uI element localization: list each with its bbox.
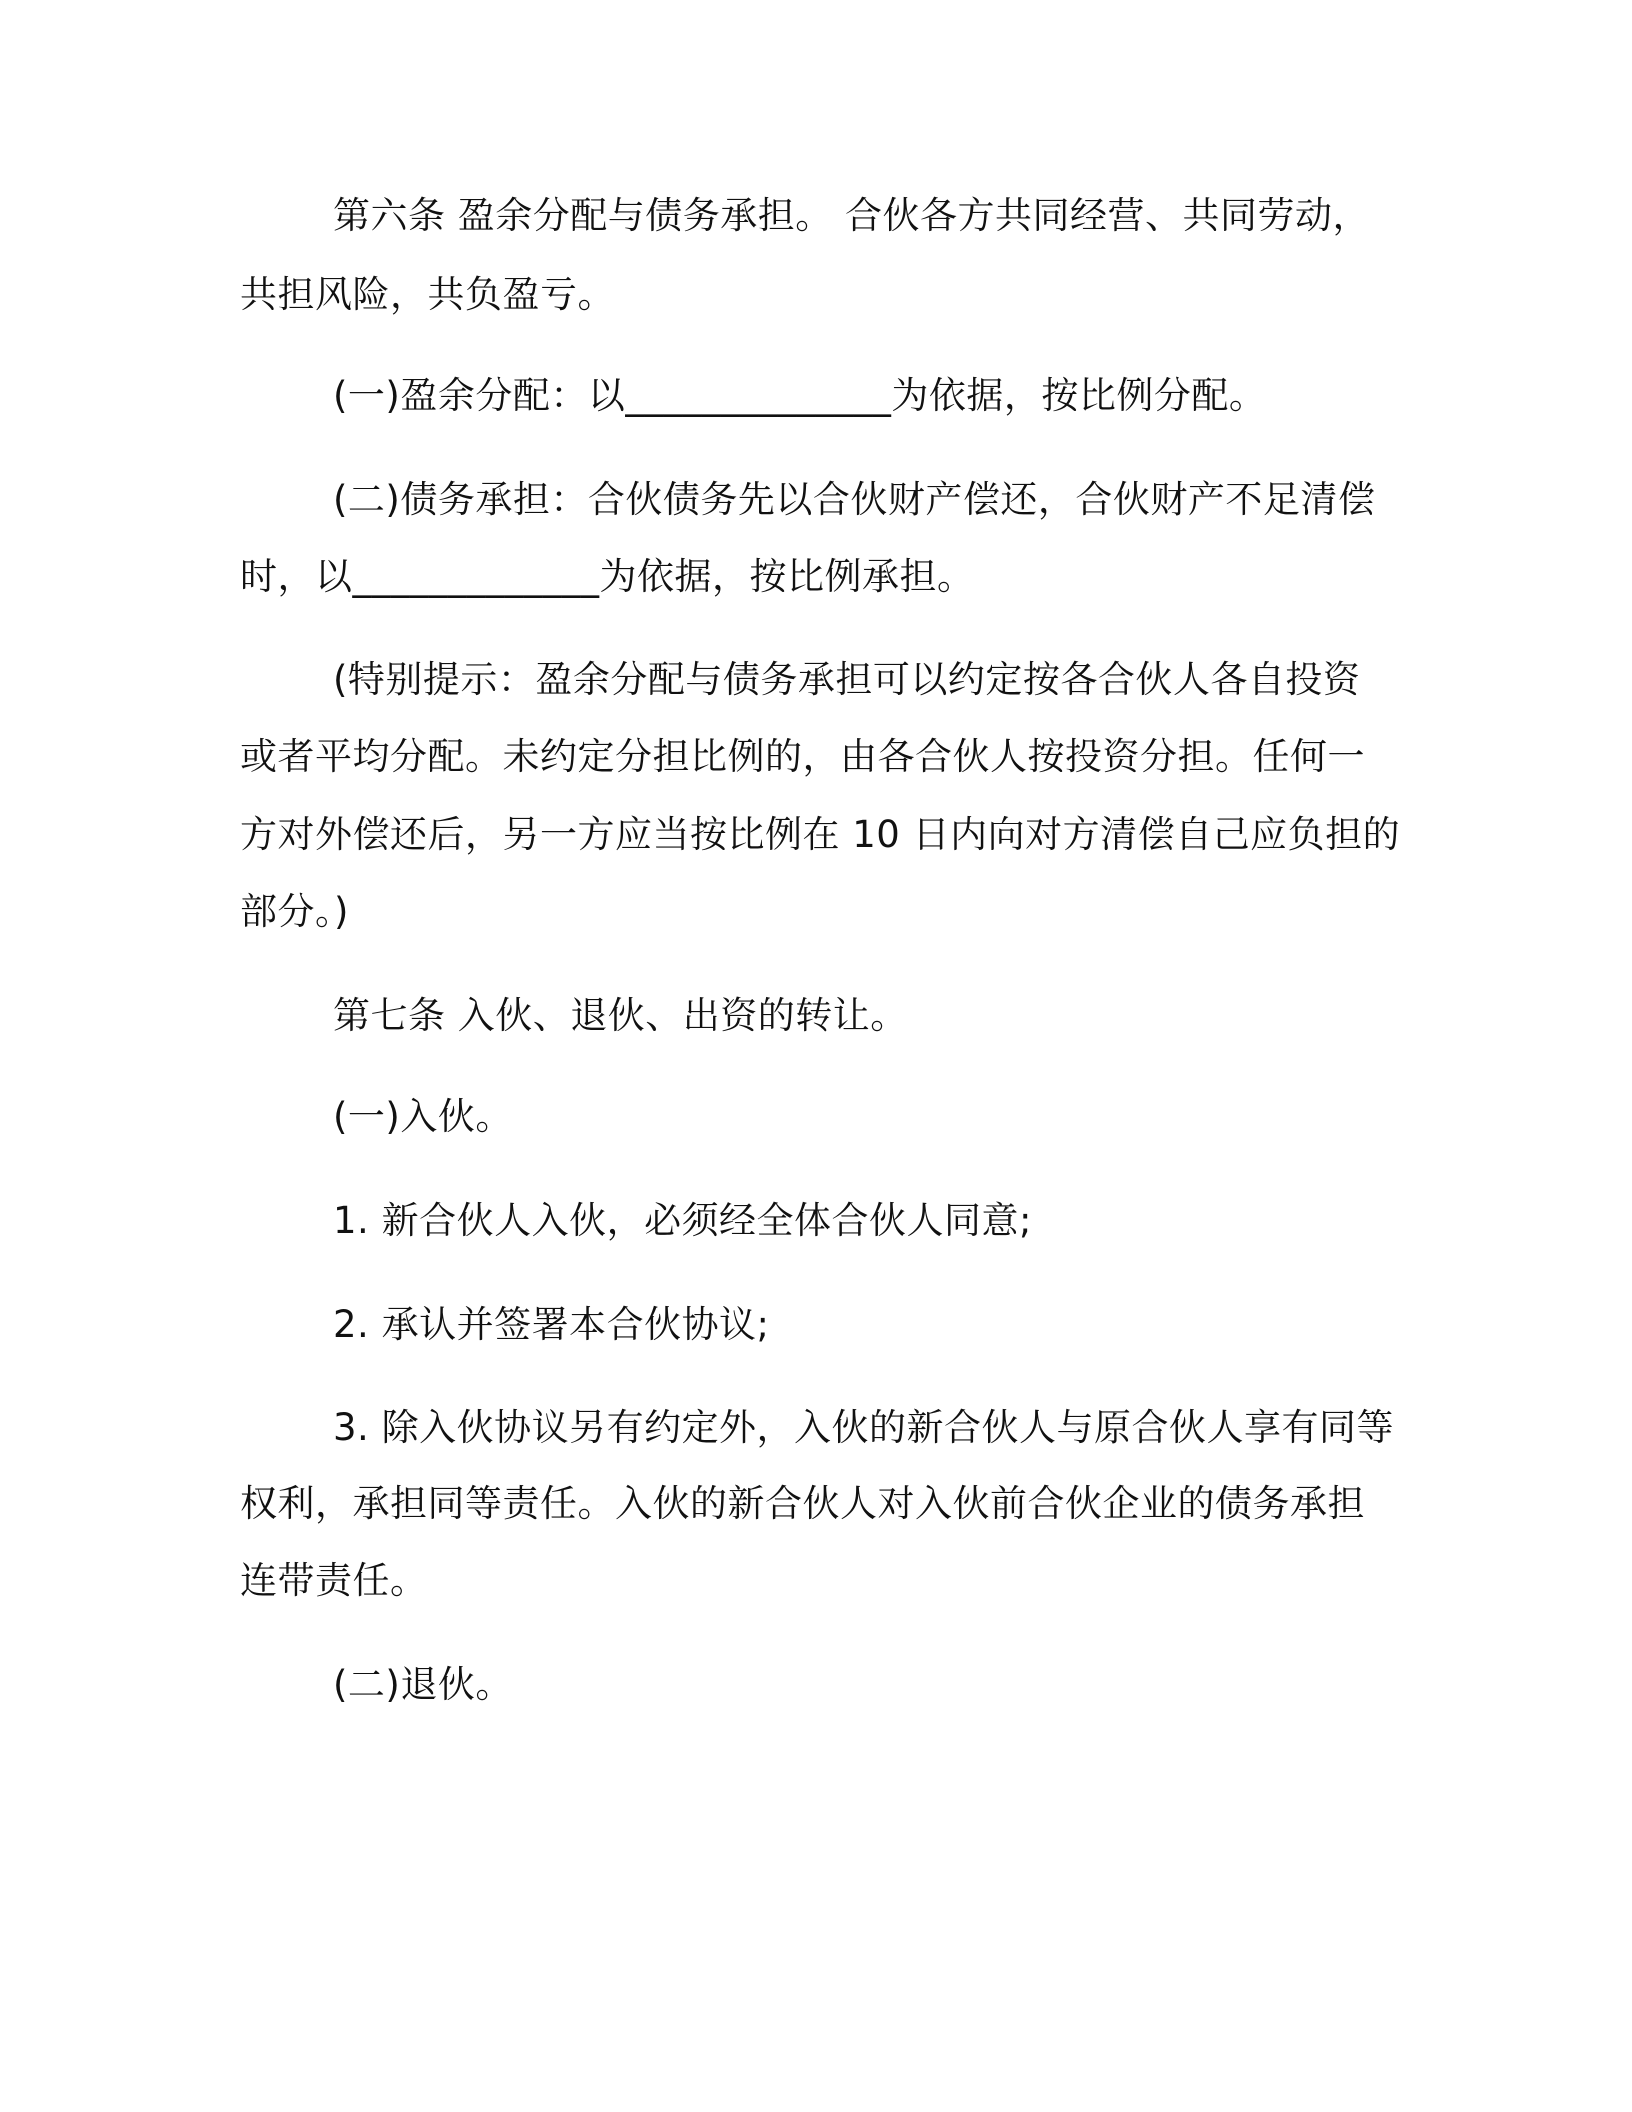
admission-item-3-cont-1: 权利，承担同等责任。入伙的新合伙人对入伙前合伙企业的债务承担: [240, 1482, 1365, 1525]
special-note-cont-3: 部分。): [240, 890, 349, 933]
debt-bearing-clause: (二)债务承担：合伙债务先以合伙财产偿还，合伙财产不足清偿: [333, 478, 1376, 521]
article-6-heading-cont: 共担风险，共负盈亏。: [240, 273, 615, 316]
admission-item-2: 2. 承认并签署本合伙协议;: [333, 1303, 770, 1346]
special-note-cont-2: 方对外偿还后，另一方应当按比例在 10 日内向对方清偿自己应负担的: [240, 813, 1401, 856]
debt-bearing-clause-cont: 时，以_____________为依据，按比例承担。: [240, 555, 975, 598]
special-note-cont-1: 或者平均分配。未约定分担比例的，由各合伙人按投资分担。任何一: [240, 735, 1365, 778]
article-7-heading: 第七条 入伙、退伙、出资的转让。: [333, 994, 908, 1037]
admission-item-3: 3. 除入伙协议另有约定外，入伙的新合伙人与原合伙人享有同等: [333, 1406, 1395, 1449]
special-note: (特别提示：盈余分配与债务承担可以约定按各合伙人各自投资: [333, 658, 1361, 701]
admission-item-3-cont-2: 连带责任。: [240, 1559, 428, 1602]
withdrawal-heading: (二)退伙。: [333, 1663, 513, 1706]
admission-heading: (一)入伙。: [333, 1095, 513, 1138]
admission-item-1: 1. 新合伙人入伙，必须经全体合伙人同意;: [333, 1199, 1033, 1242]
profit-distribution-clause: (一)盈余分配：以______________为依据，按比例分配。: [333, 374, 1267, 417]
article-6-heading: 第六条 盈余分配与债务承担。 合伙各方共同经营、共同劳动，: [333, 194, 1371, 237]
